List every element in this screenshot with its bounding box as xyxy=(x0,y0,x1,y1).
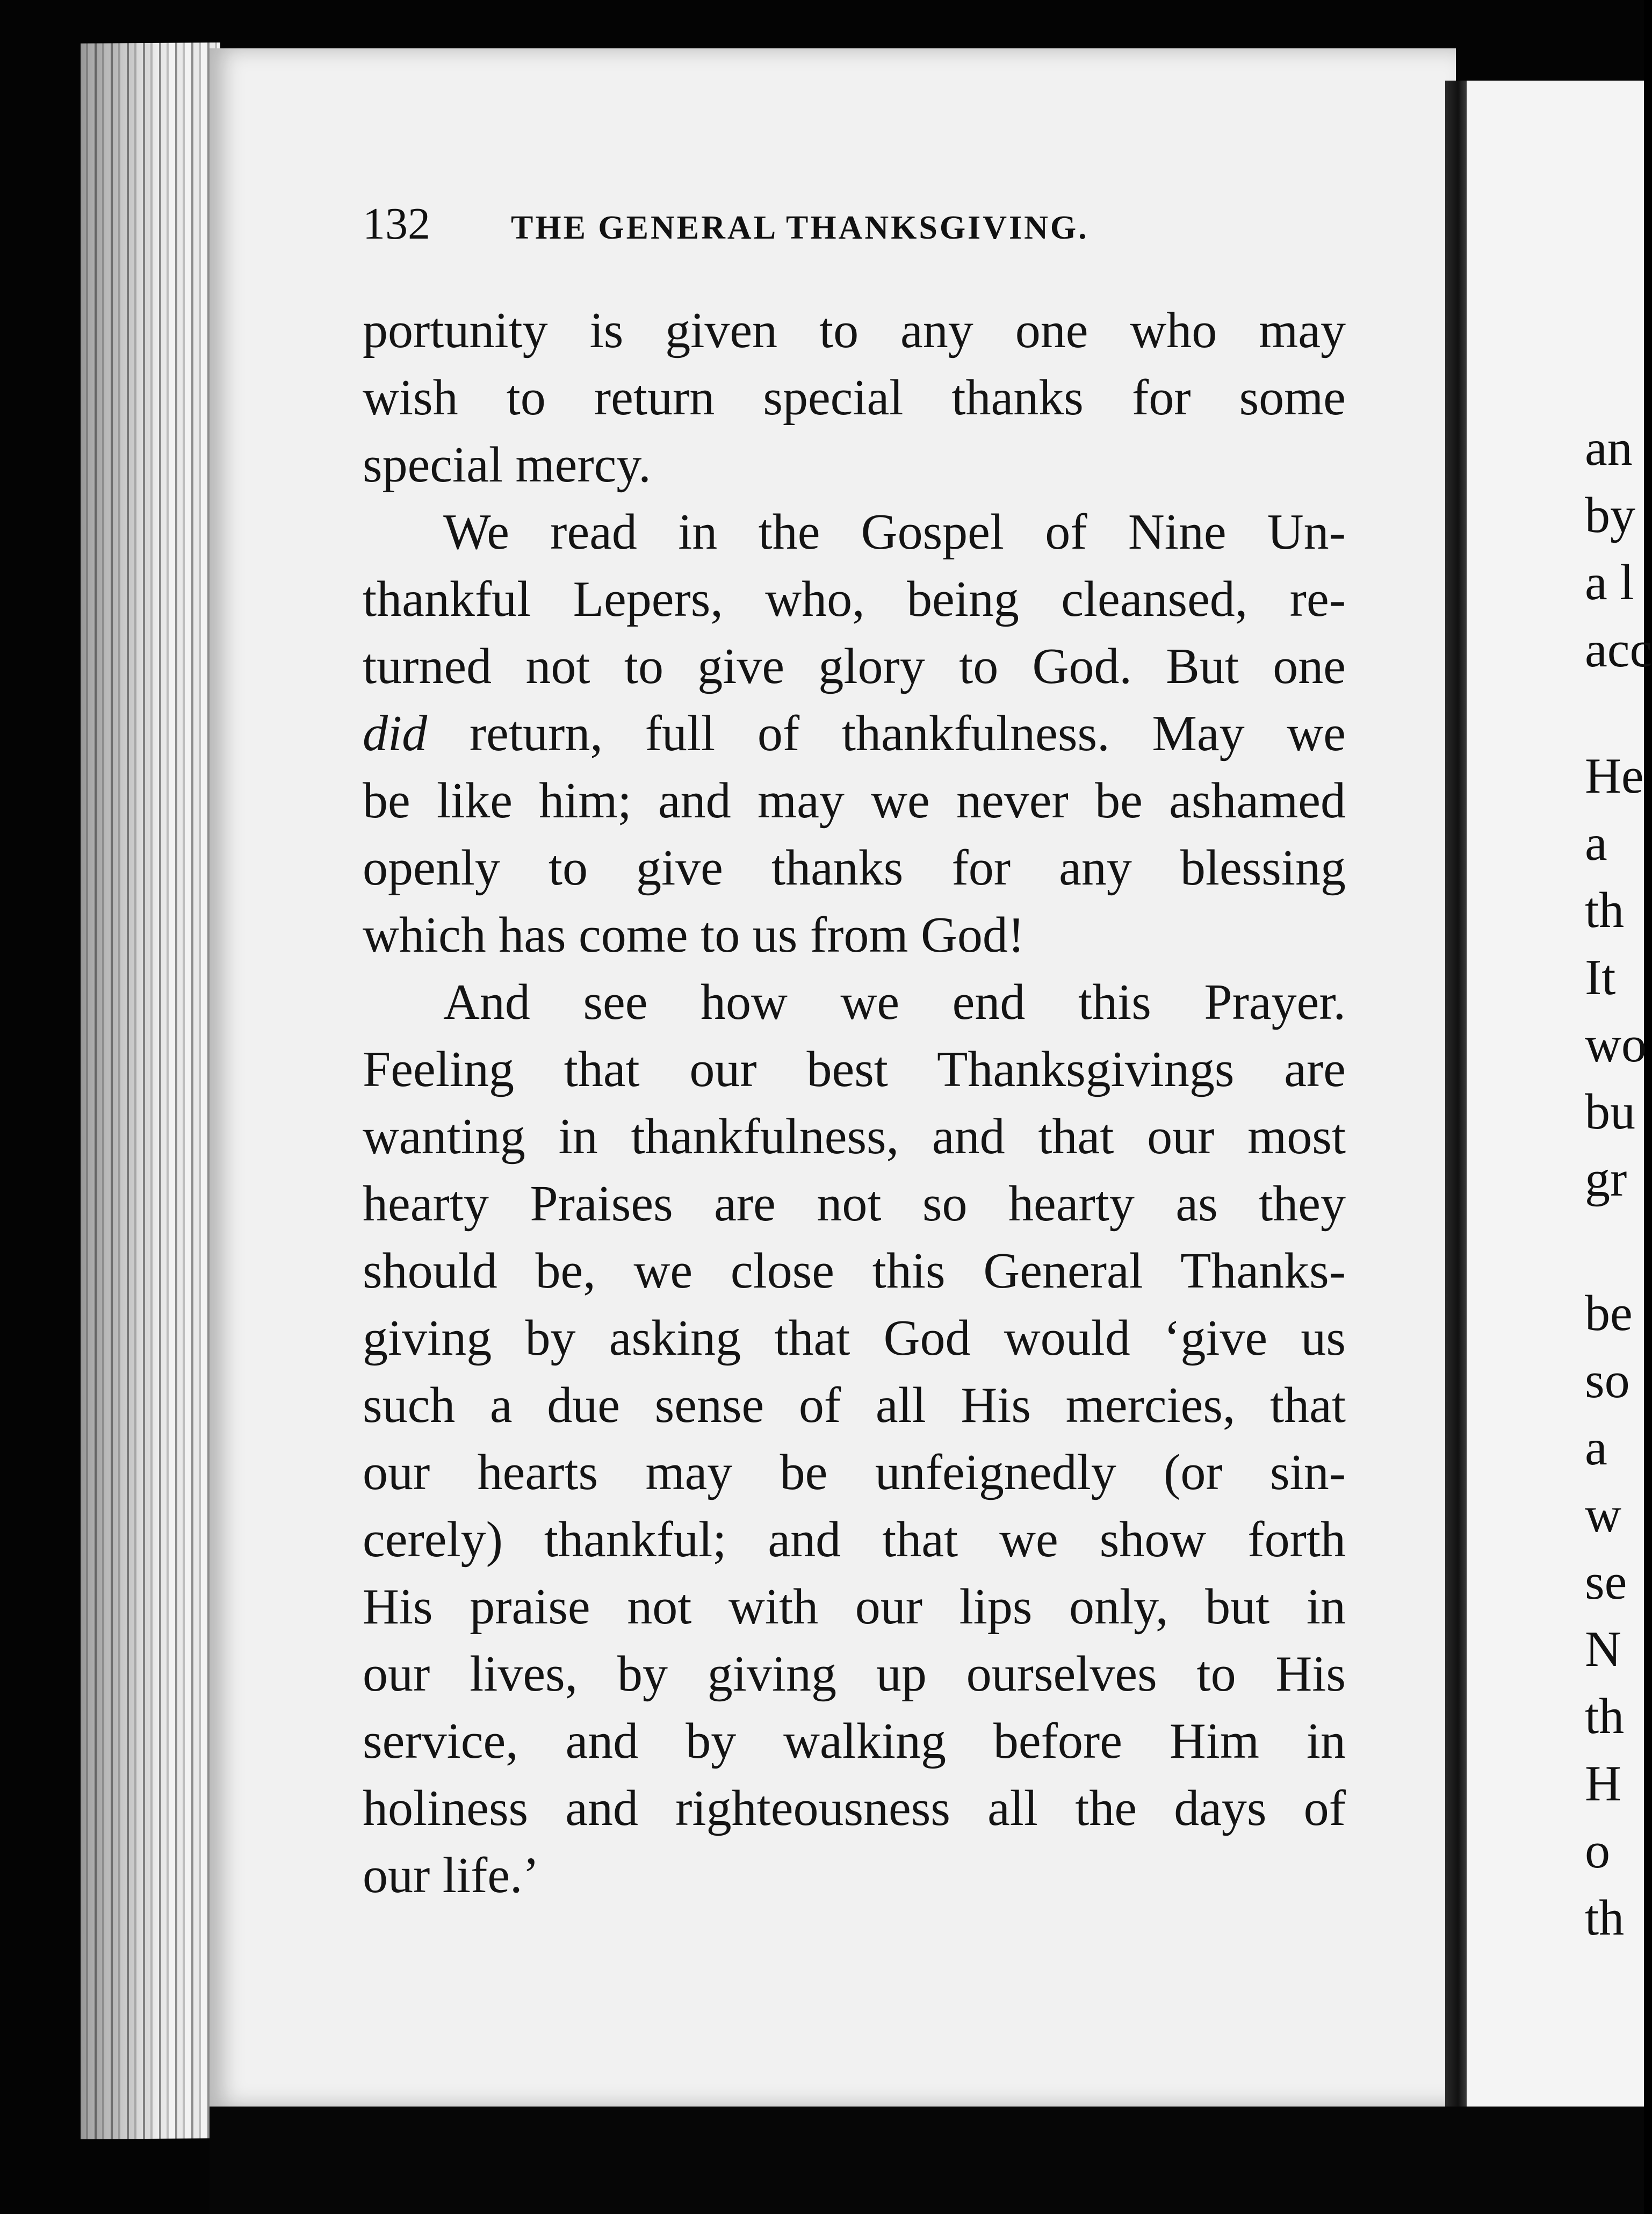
italic-word: did xyxy=(363,706,428,761)
text-line: our lives, by giving up ourselves to His xyxy=(363,1646,1346,1702)
facing-page-fragment: by xyxy=(1585,487,1635,543)
facing-page-fragment: bu xyxy=(1585,1084,1635,1140)
facing-page-fragment: th xyxy=(1585,1688,1625,1744)
facing-page-fragment: wo xyxy=(1585,1017,1647,1073)
text-line: His praise not with our lips only, but in xyxy=(363,1579,1346,1635)
text-line: thankful Lepers, who, being cleansed, re- xyxy=(363,571,1346,627)
facing-page-fragment: o xyxy=(1585,1823,1610,1879)
text-line: turned not to give glory to God. But one xyxy=(363,638,1346,694)
facing-page-fragment: He xyxy=(1585,748,1644,804)
facing-page-fragment: gr xyxy=(1585,1151,1627,1207)
text-line: our hearts may be unfeignedly (or sin- xyxy=(363,1444,1346,1500)
facing-page-fragment: be xyxy=(1585,1285,1633,1341)
text-line: openly to give thanks for any blessing xyxy=(363,840,1346,896)
page-edges xyxy=(81,42,220,2139)
text-line: did return, full of thankfulness. May we xyxy=(363,706,1346,761)
text-line: hearty Praises are not so hearty as they xyxy=(363,1176,1346,1232)
facing-page-fragment: so xyxy=(1585,1353,1630,1408)
text-line: should be, we close this General Thanks- xyxy=(363,1243,1346,1299)
text-line: holiness and righteousness all the days of xyxy=(363,1780,1346,1836)
text-line: service, and by walking before Him in xyxy=(363,1713,1346,1769)
text-line: giving by asking that God would ‘give us xyxy=(363,1310,1346,1366)
text-line: portunity is given to any one who may xyxy=(363,303,1346,358)
text-line: wanting in thankfulness, and that our most xyxy=(363,1109,1346,1164)
facing-page-fragment: a xyxy=(1585,815,1607,871)
text-line: such a due sense of all His mercies, that xyxy=(363,1377,1346,1433)
text-line: which has come to us from God! xyxy=(363,907,1025,963)
facing-page-fragment: th xyxy=(1585,1890,1625,1946)
text-line: be like him; and may we never be ashamed xyxy=(363,773,1346,829)
running-head xyxy=(363,198,1373,249)
bottom-shadow xyxy=(210,2107,1644,2214)
text-line: We read in the Gospel of Nine Un- xyxy=(443,504,1346,560)
text-line: special mercy. xyxy=(363,437,651,493)
page-number: 132 xyxy=(363,199,430,249)
text-line: wish to return special thanks for some xyxy=(363,370,1346,426)
facing-page-fragment: H xyxy=(1585,1756,1621,1812)
facing-page-fragment: acc xyxy=(1585,622,1652,678)
facing-page-fragment: se xyxy=(1585,1554,1627,1610)
facing-page-fragment: a l xyxy=(1585,555,1634,610)
running-title: THE GENERAL THANKSGIVING. xyxy=(511,210,1089,246)
text-line: And see how we end this Prayer. xyxy=(443,974,1346,1030)
facing-page-fragment: N xyxy=(1585,1621,1621,1677)
body-text xyxy=(363,297,1346,1909)
text-line: our life.’ xyxy=(363,1848,539,1903)
book-gutter xyxy=(1445,81,1467,2112)
facing-page-fragment: th xyxy=(1585,882,1625,938)
text-line: Feeling that our best Thanksgivings are xyxy=(363,1041,1346,1097)
facing-page-fragment: a xyxy=(1585,1420,1607,1476)
text-line: cerely) thankful; and that we show forth xyxy=(363,1512,1346,1568)
facing-page-fragment: w xyxy=(1585,1487,1621,1543)
facing-page-fragment: It xyxy=(1585,950,1616,1005)
facing-page-fragment: an xyxy=(1585,420,1633,476)
